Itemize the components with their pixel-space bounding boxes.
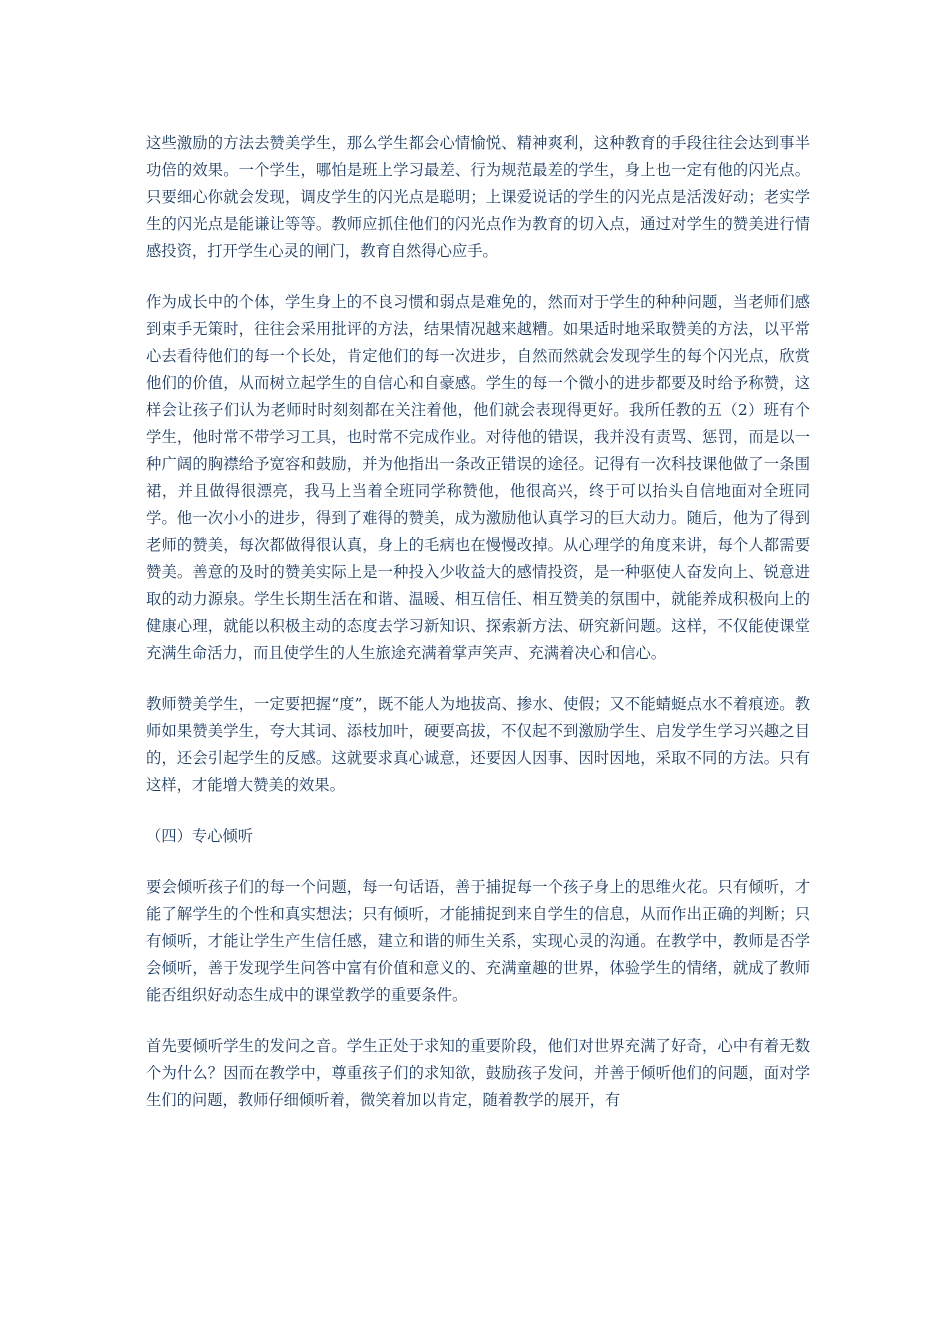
paragraph-listening: 要会倾听孩子们的每一个问题，每一句话语，善于捕捉每一个孩子身上的思维火花。只有倾听，才能了解学生的个性和真实想法；只有倾听，才能捕捉到来自学生的信息，从而作出正确的判断；只有倾听，才能让学生产生信任感，建立和谐的师生关系，实现心灵的沟通。在教学中，教师是否学会倾听，善于发现学生问答中富有价值和意义的、充满童趣的世界，体验学生的情绪，就成了教师能否组织好动态生成中的课堂教学的重要条件。 xyxy=(146,878,810,1004)
paragraph-growing-individual: 作为成长中的个体，学生身上的不良习惯和弱点是难免的，然而对于学生的种种问题，当老师们感到束手无策时，往往会采用批评的方法，结果情况越来越糟。如果适时地采取赞美的方法，以平常心去看待他们的每一个长处，肯定他们的每一次进步，自然而然就会发现学生的每个闪光点，欣赏他们的价值，从而树立起学生的自信心和自豪感。学生的每一个微小的进步都要及时给予称赞，这样会让孩子们认为老师时时刻刻都在关注着他，他们就会表现得更好。我所任教的五（2）班有个学生，他时常不带学习工具，也时常不完成作业。对待他的错误，我并没有责骂、惩罚，而是以一种广阔的胸襟给予宽容和鼓励，并为他指出一条改正错误的途径。记得有一次科技课他做了一条围裙，并且做得很漂亮，我马上当着全班同学称赞他，他很高兴，终于可以抬头自信地面对全班同学。他一次小小的进步，得到了难得的赞美，成为激励他认真学习的巨大动力。随后，他为了得到老师的赞美，每次都做得很认真，身上的毛病也在慢慢改掉。从心理学的角度来讲，每个人都需要赞美。善意的及时的赞美实际上是一种投入少收益大的感情投资，是一种驱使人奋发向上、锐意进取的动力源泉。学生长期生活在和谐、温暖、相互信任、相互赞美的氛围中，就能养成积极向上的健康心理，就能以积极主动的态度去学习新知识、探索新方法、研究新问题。这样，不仅能使课堂充满生命活力，而且使学生的人生旅途充满着掌声笑声、充满着决心和信心。 xyxy=(146,293,810,662)
paragraph-listen-questions: 首先要倾听学生的发问之音。学生正处于求知的重要阶段，他们对世界充满了好奇，心中有着无数个为什么？因而在教学中，尊重孩子们的求知欲，鼓励孩子发问，并善于倾听他们的问题，面对学生们的问题，教师仔细倾听着，微笑着加以肯定，随着教学的展开，有 xyxy=(146,1037,810,1109)
section-heading: （四）专心倾听 xyxy=(146,827,254,845)
document-body xyxy=(146,130,810,1138)
paragraph-praise-methods: 这些激励的方法去赞美学生，那么学生都会心情愉悦、精神爽利，这种教育的手段往往会达到事半功倍的效果。一个学生，哪怕是班上学习最差、行为规范最差的学生，身上也一定有他的闪光点。只要细心你就会发现，调皮学生的闪光点是聪明；上课爱说话的学生的闪光点是活泼好动；老实学生的闪光点是能谦让等等。教师应抓住他们的闪光点作为教育的切入点，通过对学生的赞美进行情感投资，打开学生心灵的闸门，教育自然得心应手。 xyxy=(146,134,810,260)
paragraph-praise-degree: 教师赞美学生，一定要把握“度”，既不能人为地拔高、掺水、使假；又不能蜻蜓点水不着痕迹。教师如果赞美学生，夸大其词、添枝加叶，硬要高拔，不仅起不到激励学生、启发学生学习兴趣之目的，还会引起学生的反感。这就要求真心诚意，还要因人因事、因时因地，采取不同的方法。只有这样，才能增大赞美的效果。 xyxy=(146,695,810,794)
